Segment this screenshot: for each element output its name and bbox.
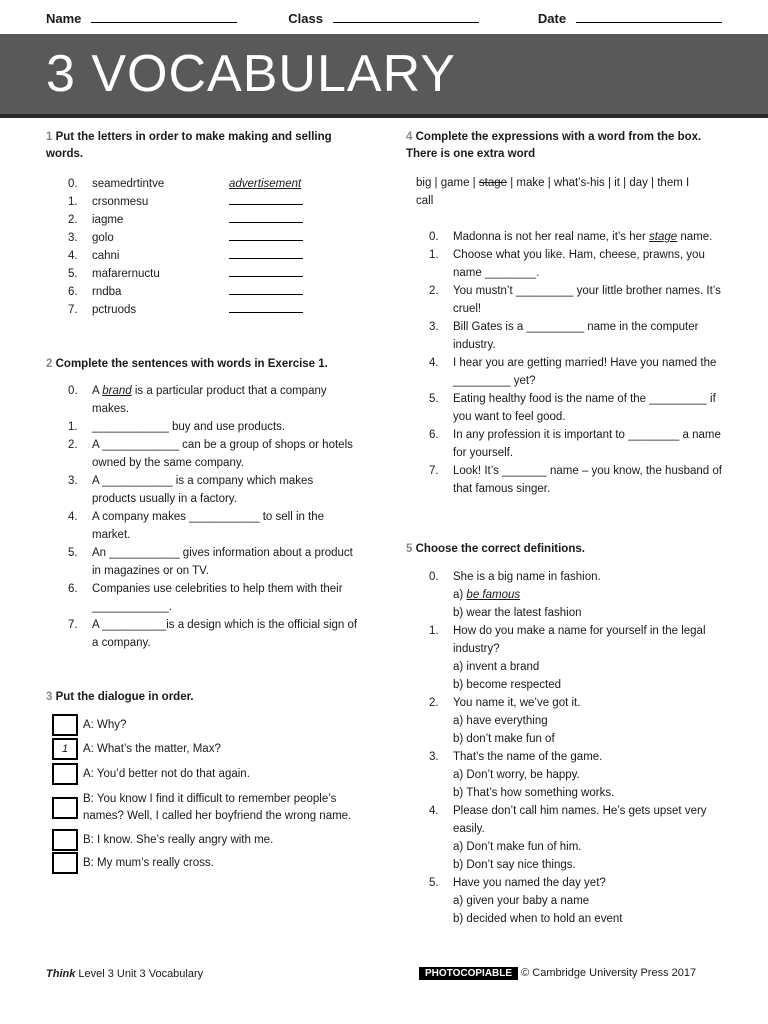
ex1-list: [68, 175, 368, 319]
option-b[interactable]: b) don’t make fun of: [453, 733, 555, 745]
option-b[interactable]: b) become respected: [453, 679, 562, 691]
ex2-number: 2: [46, 358, 53, 370]
ex3-heading: [46, 689, 366, 706]
list-item: 2. You mustn’t _________ your little brother names. It’s cruel!: [429, 285, 721, 315]
ex4-example-answer: stage: [649, 231, 678, 243]
ex5-number: 5: [406, 543, 413, 555]
list-item: 4. A company makes ___________ to sell in the market.: [68, 511, 325, 541]
ex2-example-answer: brand: [102, 385, 132, 397]
answer-blank[interactable]: [229, 211, 303, 223]
order-box[interactable]: [52, 829, 78, 851]
ex4-instruction: Complete the expressions with a word from the box. There is one extra word: [406, 131, 702, 160]
book-level: Level 3 Unit 3 Vocabulary: [75, 968, 204, 980]
list-item: 2. A ____________ can be a group of shops or hotels owned by the same company.: [68, 439, 353, 469]
word-box: big | game | stage | make | what’s-his | it | day | them I call: [416, 177, 690, 207]
ex1-number: 1: [46, 131, 53, 143]
list-item: 1. crsonmesu: [68, 193, 368, 211]
ex3-instruction: Put the dialogue in order.: [55, 691, 194, 703]
copyright-text: © Cambridge University Press 2017: [521, 967, 697, 979]
option-a[interactable]: a) Don’t make fun of him.: [453, 841, 582, 853]
dialogue-line: B: I know. She’s really angry with me.: [83, 834, 274, 846]
ex2-instruction: Complete the sentences with words in Exercise 1.: [55, 358, 328, 370]
list-item: 7. A __________is a design which is the official sign of a company.: [68, 619, 358, 649]
list-item: 6. Companies use celebrities to help them with their ____________.: [68, 583, 343, 613]
book-name: Think: [46, 968, 76, 980]
option-a[interactable]: a) Don’t worry, be happy.: [453, 769, 580, 781]
list-item: 4. Please don’t call him names. He’s gets upset very easily. a) Don’t make fun of him. b) Don’t say nice things.: [429, 802, 725, 874]
ex1-instruction: Put the letters in order to make making and selling words.: [46, 131, 332, 160]
ex4-heading: [406, 129, 726, 163]
option-a[interactable]: a) have everything: [453, 715, 548, 727]
name-label: Name: [46, 11, 82, 26]
list-item: 3. A ___________ is a company which makes products usually in a factory.: [68, 475, 314, 505]
dialogue-line: B: My mum’s really cross.: [83, 857, 214, 869]
list-item: 2. You name it, we’ve got it. a) have everything b) don’t make fun of: [429, 694, 725, 748]
list-item: 4. I hear you are getting married! Have you named the _________ yet?: [429, 357, 717, 387]
answer-blank[interactable]: [229, 283, 303, 295]
list-item: 5. An ___________ gives information about a product in magazines or on TV.: [68, 547, 353, 577]
name-field[interactable]: [91, 10, 237, 23]
ex5-instruction: Choose the correct definitions.: [415, 543, 585, 555]
page-title: 3 VOCABULARY: [46, 45, 456, 103]
list-item: 1. Choose what you like. Ham, cheese, prawns, you name ________.: [429, 249, 705, 279]
list-item: 5. Eating healthy food is the name of the _________ if you want to feel good.: [429, 393, 716, 423]
order-box[interactable]: [52, 714, 78, 736]
order-box[interactable]: [52, 763, 78, 785]
list-item: 6. rndba: [68, 283, 368, 301]
date-label: Date: [537, 11, 567, 26]
list-item: 0. She is a big name in fashion. a) be famous b) wear the latest fashion: [429, 568, 725, 622]
ex1-answer-0: advertisement: [229, 178, 302, 190]
ex5-example-answer: a) be famous: [453, 589, 521, 601]
order-box[interactable]: [52, 852, 78, 874]
list-item: 5. mafarernuctu: [68, 265, 368, 283]
ex1-heading: [46, 129, 366, 163]
ex2-list: [68, 382, 358, 652]
list-item: 6. In any profession it is important to ________ a name for yourself.: [429, 429, 721, 459]
answer-blank[interactable]: [229, 265, 303, 277]
list-item: 4. cahni: [68, 247, 368, 265]
struck-word: stage: [478, 177, 508, 189]
order-box[interactable]: 1: [52, 738, 78, 760]
answer-blank[interactable]: [229, 247, 303, 259]
dialogue-line: B: You know I find it difficult to remember people’s names? Well, I called her boyfriend the wrong name.: [83, 793, 352, 822]
dialogue-line: A: You’d better not do that again.: [83, 768, 250, 780]
ex2-heading: [46, 356, 366, 373]
class-field[interactable]: [333, 10, 479, 23]
ex4-number: 4: [406, 131, 413, 143]
list-item: 5. Have you named the day yet? a) given your baby a name b) decided when to hold an event: [429, 874, 725, 928]
ex4-list: [429, 228, 725, 498]
option-b[interactable]: b) Don’t say nice things.: [453, 859, 576, 871]
list-item: 3. That’s the name of the game. a) Don’t worry, be happy. b) That’s how something works.: [429, 748, 725, 802]
option-a[interactable]: a) invent a brand: [453, 661, 540, 673]
option-a[interactable]: a) given your baby a name: [453, 895, 590, 907]
list-item: 1. How do you make a name for yourself in the legal industry? a) invent a brand b) become respected: [429, 622, 725, 694]
list-item: 0. seamedrtintve advertisement: [68, 178, 302, 190]
ex3-number: 3: [46, 691, 53, 703]
ex5-list: [429, 568, 725, 928]
banner-divider: [0, 114, 768, 118]
list-item: 7. pctruods: [68, 301, 368, 319]
ex5-heading: [406, 541, 726, 558]
dialogue-line: A: What’s the matter, Max?: [83, 743, 221, 755]
date-field[interactable]: [576, 10, 722, 23]
answer-blank[interactable]: [229, 193, 303, 205]
footer-copyright-line: [419, 967, 696, 980]
list-item: 1. ____________ buy and use products.: [68, 421, 286, 433]
list-item: 3. golo: [68, 229, 368, 247]
list-item: 7. Look! It’s _______ name – you know, the husband of that famous singer.: [429, 465, 722, 495]
list-item: 3. Bill Gates is a _________ name in the computer industry.: [429, 321, 699, 351]
list-item: 0. Madonna is not her real name, it’s her stage name.: [429, 231, 713, 243]
photocopiable-badge: PHOTOCOPIABLE: [419, 967, 518, 980]
list-item: 0. A brand is a particular product that a company makes.: [68, 385, 327, 415]
answer-blank[interactable]: [229, 229, 303, 241]
name-class-date-line: [46, 10, 722, 26]
class-label: Class: [288, 11, 323, 26]
option-b[interactable]: b) That’s how something works.: [453, 787, 615, 799]
answer-blank[interactable]: [229, 301, 303, 313]
option-b[interactable]: b) decided when to hold an event: [453, 913, 623, 925]
dialogue-line: A: Why?: [83, 719, 127, 731]
list-item: 2. iagme: [68, 211, 368, 229]
footer-book-line: [46, 968, 203, 980]
order-box[interactable]: [52, 797, 78, 819]
